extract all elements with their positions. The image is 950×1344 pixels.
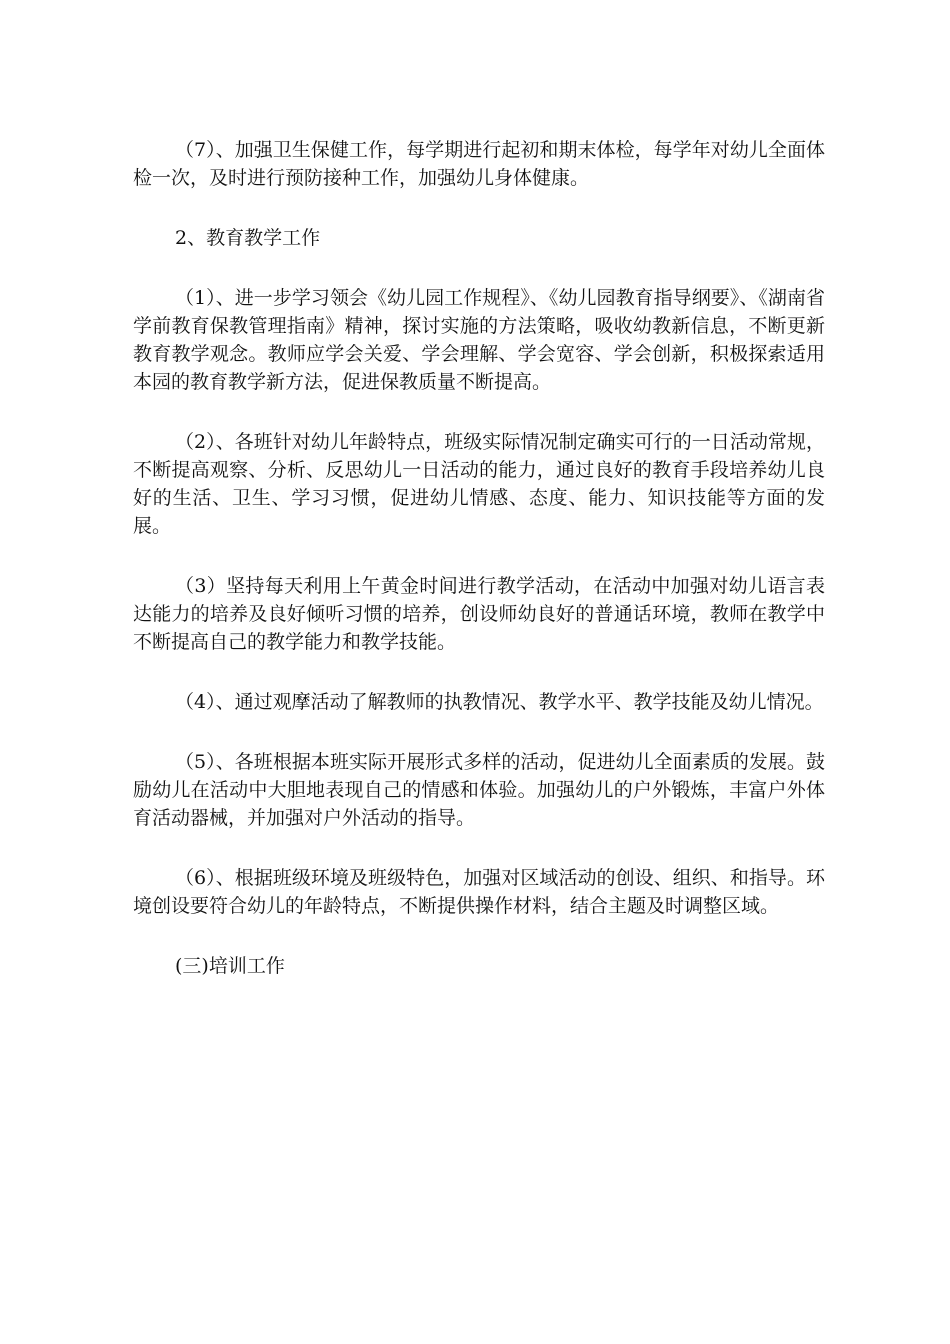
paragraph-health-care: （7）、加强卫生保健工作，每学期进行起初和期末体检，每学年对幼儿全面体检一次，及时进行预防接种工作，加强幼儿身体健康。	[133, 139, 825, 189]
paragraph-observation: （4）、通过观摩活动了解教师的执教情况、教学水平、教学技能及幼儿情况。	[175, 691, 824, 713]
section-heading-training: (三)培训工作	[175, 955, 285, 977]
paragraph-study-regulations: （1）、进一步学习领会《幼儿园工作规程》、《幼儿园教育指导纲要》、《湖南省学前教育保教管理指南》精神，探讨实施的方法策略，吸收幼教新信息，不断更新教育教学观念。教师应学会关爱、学会理解、学会宽容、学会创新，积极探索适用本园的教育教学新方法，促进保教质量不断提高。	[133, 287, 825, 393]
section-heading-education: 2、教育教学工作	[175, 227, 321, 249]
document-body	[133, 136, 825, 1012]
paragraph-morning-teaching: （3）坚持每天利用上午黄金时间进行教学活动，在活动中加强对幼儿语言表达能力的培养及良好倾听习惯的培养，创设师幼良好的普通话环境，教师在教学中不断提高自己的教学能力和教学技能。	[133, 575, 825, 653]
paragraph-activities: （5）、各班根据本班实际开展形式多样的活动，促进幼儿全面素质的发展。鼓励幼儿在活动中大胆地表现自己的情感和体验。加强幼儿的户外锻炼，丰富户外体育活动器械，并加强对户外活动的指导。	[133, 751, 825, 829]
paragraph-daily-routine: （2）、各班针对幼儿年龄特点，班级实际情况制定确实可行的一日活动常规，不断提高观察、分析、反思幼儿一日活动的能力，通过良好的教育手段培养幼儿良好的生活、卫生、学习习惯，促进幼儿情感、态度、能力、知识技能等方面的发展。	[133, 431, 825, 537]
paragraph-area-activities: （6）、根据班级环境及班级特色，加强对区域活动的创设、组织、和指导。环境创设要符合幼儿的年龄特点，不断提供操作材料，结合主题及时调整区域。	[133, 867, 825, 917]
